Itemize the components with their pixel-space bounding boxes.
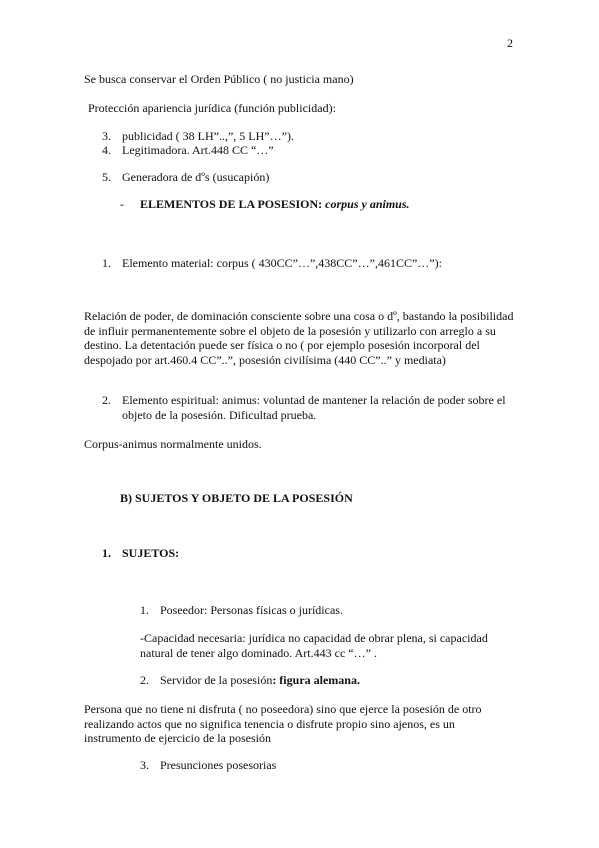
list-text: Legitimadora. Art.448 CC “…”	[122, 143, 274, 157]
heading-emphasis: corpus y animus.	[325, 197, 410, 211]
list-text-bold: : figura alemana.	[272, 673, 360, 687]
list-item	[102, 393, 514, 422]
page-number: 2	[507, 36, 513, 50]
list-text: Generadora de dºs (usucapión)	[122, 170, 270, 184]
list-number: 1.	[140, 603, 149, 617]
list-number: 1.	[102, 256, 111, 270]
list-text: Servidor de la posesión	[160, 673, 273, 687]
subsection-heading	[102, 546, 179, 561]
text-line: Corpus-animus normalmente unidos.	[84, 437, 262, 451]
heading-text: SUJETOS:	[122, 546, 180, 560]
section-heading: B) SUJETOS Y OBJETO DE LA POSESIÓN	[120, 491, 353, 505]
list-item	[102, 256, 442, 271]
heading-text: ELEMENTOS DE LA POSESION:	[140, 197, 323, 211]
list-number: 3.	[102, 129, 111, 143]
list-text: Poseedor: Personas físicas o jurídicas.	[160, 603, 343, 617]
list-item	[102, 143, 274, 158]
list-number: 3.	[140, 758, 149, 772]
list-text: Elemento espiritual: animus: voluntad de mantener la relación de poder sobre el objeto de la posesión. Dificultad prueba.	[122, 393, 506, 422]
section-heading	[120, 197, 410, 212]
paragraph: Relación de poder, de dominación consciente sobre una cosa o dº, bastando la posibilidad de influir permanentemente sobre el objeto de la posesión y utilizarlo con arreglo a su destino. La detentación puede ser física o no ( por ejemplo posesión incorporal del despojado por art.460.4 CC”..”, posesión civilísima (440 CC”..” y mediata)	[84, 309, 514, 367]
list-item	[102, 129, 294, 144]
heading-number: 1.	[102, 546, 111, 560]
list-item	[140, 673, 360, 688]
list-number: 5.	[102, 170, 111, 184]
list-number: 4.	[102, 143, 111, 157]
list-text: Presunciones posesorias	[160, 758, 277, 772]
text-line: Protección apariencia jurídica (función publicidad):	[88, 101, 336, 115]
list-item	[102, 170, 269, 185]
list-number: 2.	[102, 393, 111, 407]
list-number: 2.	[140, 673, 149, 687]
heading-dash: -	[120, 197, 124, 211]
text-line: Se busca conservar el Orden Público ( no justicia mano)	[84, 72, 354, 86]
list-text: Elemento material: corpus ( 430CC”…”,438CC”…”,461CC”…”):	[122, 256, 442, 270]
list-text: publicidad ( 38 LH”..,”, 5 LH”…”).	[122, 129, 294, 143]
list-item	[140, 603, 343, 618]
list-item	[140, 758, 276, 773]
paragraph: Persona que no tiene ni disfruta ( no poseedora) sino que ejerce la posesión de otro realizando actos que no significa tenencia o disfrute propio sino ajenos, es un instrumento de ejercicio de la posesión	[84, 702, 482, 746]
paragraph: -Capacidad necesaria: jurídica no capacidad de obrar plena, si capacidad natural de tener algo dominado. Art.443 cc “…” .	[140, 631, 488, 660]
